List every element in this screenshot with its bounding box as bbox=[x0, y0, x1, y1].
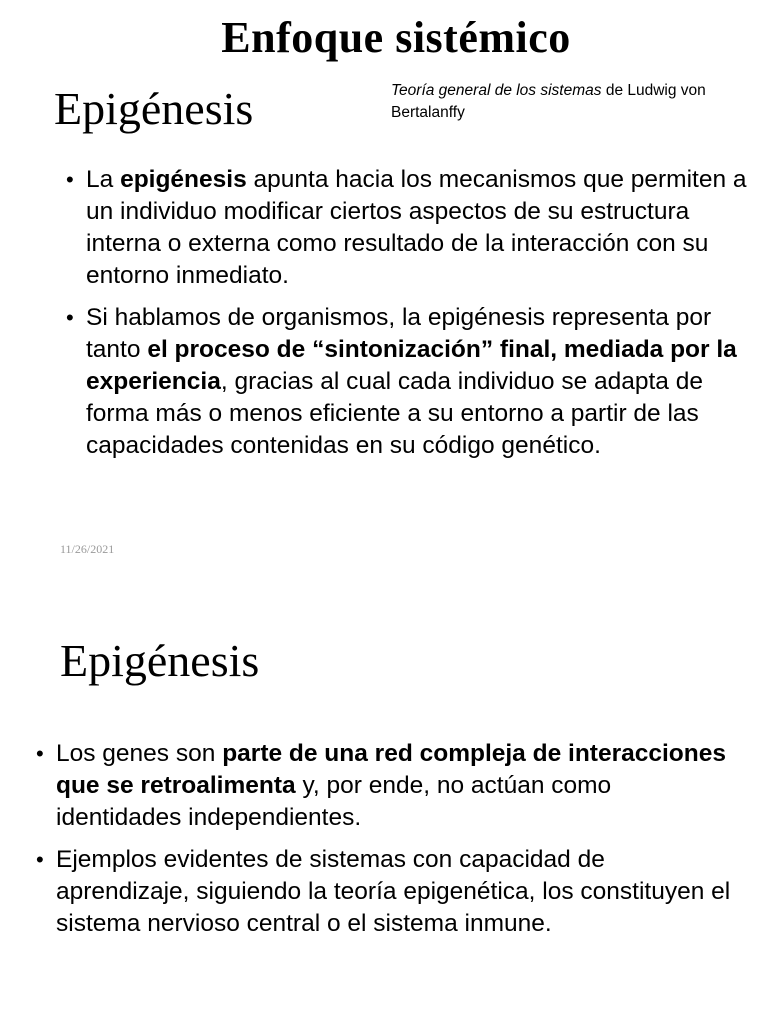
bullet-item bbox=[36, 738, 736, 834]
bullet-item bbox=[66, 302, 751, 462]
bullet-text: Si hablamos de organismos, la epigénesis representa por tanto bbox=[86, 304, 712, 363]
bullet-icon: • bbox=[66, 167, 74, 192]
bullet-text: apunta hacia los mecanismos que permiten a un individuo modificar ciertos aspectos de su estructura interna o externa como resultado de la interacción con su entorno inmediato. bbox=[86, 166, 747, 289]
bullet-text: , gracias al cual cada individuo se adapta de forma más o menos eficiente a su entorno a partir de las capacidades contenidas en su código genético. bbox=[86, 368, 703, 459]
bullet-text: y, por ende, no actúan como identidades independientes. bbox=[56, 772, 612, 831]
bullet-bold-text: epigénesis bbox=[120, 166, 247, 193]
bullet-list bbox=[66, 164, 751, 472]
citation bbox=[391, 80, 761, 124]
bullet-text: La bbox=[86, 166, 121, 193]
bullet-text: Los genes son bbox=[56, 740, 223, 767]
bullet-icon: • bbox=[36, 847, 44, 872]
bullet-bold-text: el proceso de “sintonización” final, mediada por la experiencia bbox=[86, 336, 737, 395]
bullet-bold-text: parte de una red compleja de interacciones que se retroalimenta bbox=[56, 740, 726, 799]
bullet-item bbox=[66, 164, 751, 292]
main-title: Enfoque sistémico bbox=[221, 13, 571, 62]
slide-heading: Epigénesis bbox=[60, 635, 260, 686]
citation-title: Teoría general de los sistemas bbox=[391, 82, 602, 99]
bullet-icon: • bbox=[66, 305, 74, 330]
bullet-text: Ejemplos evidentes de sistemas con capacidad de aprendizaje, siguiendo la teoría epigenética, los constituyen el sistema nervioso central o el sistema inmune. bbox=[56, 846, 731, 937]
citation-author: de Ludwig von Bertalanffy bbox=[391, 82, 706, 121]
bullet-item bbox=[36, 844, 736, 940]
slide-date: 11/26/2021 bbox=[60, 542, 115, 556]
slide-heading: Epigénesis bbox=[54, 83, 254, 134]
bullet-list bbox=[36, 738, 736, 950]
bullet-icon: • bbox=[36, 741, 44, 766]
